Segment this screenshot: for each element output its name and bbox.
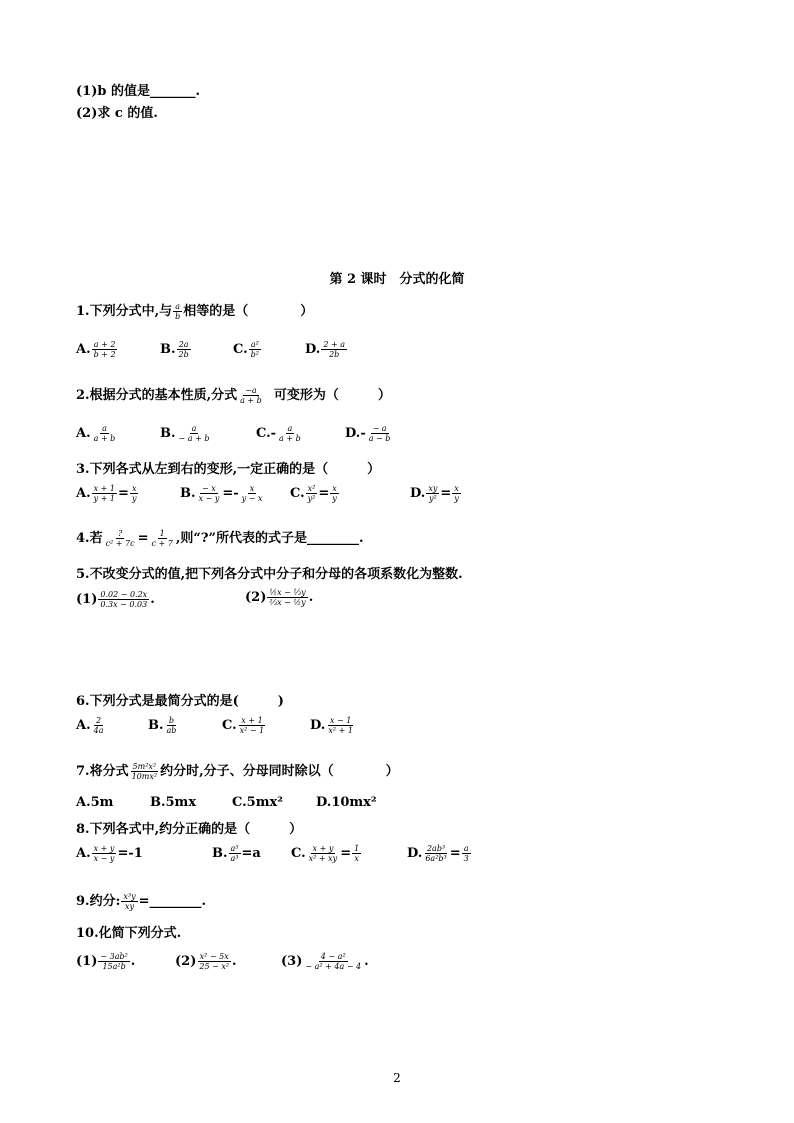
fraction	[352, 844, 361, 863]
denominator: 10mx²	[131, 772, 158, 781]
option-label: B.	[180, 486, 196, 502]
fraction	[177, 340, 191, 359]
option-label: A.	[76, 718, 91, 734]
stem-text: ,则“?”所代表的式子是________.	[175, 531, 364, 546]
fraction	[307, 844, 340, 863]
q3-option-d	[410, 484, 462, 503]
stem-text: 2.根据分式的基本性质,分式	[76, 388, 238, 403]
option-label: C.	[222, 718, 237, 734]
fraction	[321, 340, 347, 359]
q7-option-d: D.10mx²	[316, 795, 377, 810]
q10-part-3	[281, 952, 369, 971]
numerator: a²	[250, 340, 259, 349]
fraction	[98, 590, 149, 609]
part-label: (2)	[175, 954, 197, 970]
denominator: x − y	[93, 854, 115, 864]
q8-option-a	[76, 844, 143, 863]
numerator: − 3ab²	[100, 952, 128, 961]
part-label: (2)	[245, 590, 267, 606]
numerator: x − 1	[329, 716, 352, 725]
denominator: c + 7	[151, 539, 173, 548]
numerator: x³y	[123, 891, 136, 901]
option-label: C.-	[256, 426, 277, 442]
fraction	[238, 386, 264, 405]
denominator: y	[131, 494, 137, 504]
q2-option-b	[160, 424, 212, 443]
denominator: y	[332, 494, 337, 504]
option-label: A.	[76, 426, 91, 442]
q10-part-1	[76, 952, 135, 971]
question-4-stem	[76, 527, 364, 548]
fraction	[249, 340, 261, 359]
stem-text: 1.下列分式中,与	[76, 304, 173, 319]
q7-option-b: B.5mx	[150, 795, 197, 810]
denominator: 2b	[329, 350, 340, 360]
page-number: 2	[393, 1071, 401, 1085]
numerator: x²	[307, 484, 316, 493]
numerator: a + 2	[93, 340, 116, 349]
denominator: 4a	[93, 726, 104, 736]
fraction	[92, 340, 118, 359]
question-3-stem: 3.下列各式从左到右的变形,一定正确的是（ ）	[76, 462, 381, 477]
question-10-stem: 10.化简下列分式.	[76, 926, 182, 941]
numerator: x + y	[93, 844, 115, 853]
denominator: 3	[463, 854, 469, 864]
denominator: 25 − x²	[199, 962, 230, 972]
fraction	[177, 424, 212, 443]
fraction	[104, 529, 137, 548]
denominator: a + b	[279, 434, 301, 444]
option-label: C.	[290, 486, 305, 502]
equals-sign: =	[340, 846, 352, 862]
fraction	[426, 484, 439, 503]
part-label: (1)	[76, 954, 98, 970]
numerator: a	[175, 301, 181, 311]
fraction	[452, 484, 461, 503]
equals-sign: =-	[222, 486, 239, 502]
fraction	[130, 762, 159, 781]
q5-part-2	[245, 588, 313, 607]
numerator: x + 1	[241, 716, 263, 725]
numerator: a⁵	[230, 844, 239, 853]
numerator: x² − 5x	[199, 952, 229, 961]
option-label: C.	[291, 846, 306, 862]
fraction	[326, 716, 355, 735]
fraction	[238, 716, 267, 735]
section-title: 第 2 课时 分式的化简	[329, 272, 465, 287]
equals-sign: =	[118, 486, 129, 502]
denominator: c² + 7c	[105, 539, 135, 548]
prev-question-1: (1)b 的值是_______.	[76, 84, 200, 99]
denominator: y	[454, 494, 459, 504]
fraction	[165, 716, 179, 735]
q8-option-d	[407, 844, 472, 863]
period: .	[308, 590, 314, 606]
fraction	[423, 844, 448, 863]
stem-text: =________.	[138, 894, 207, 909]
stem-text: 相等的是（ ）	[183, 304, 314, 319]
numerator: a	[287, 424, 293, 433]
fraction	[197, 952, 231, 971]
numerator: b	[168, 716, 175, 725]
numerator: a	[463, 844, 469, 853]
q1-option-b	[160, 340, 192, 359]
fraction	[150, 529, 175, 548]
fraction	[92, 844, 117, 863]
option-label: C.	[233, 342, 248, 358]
option-label: B.	[160, 342, 176, 358]
denominator: b + 2	[93, 350, 116, 360]
numerator: 2 + a	[323, 340, 345, 349]
numerator: 2a	[178, 340, 189, 349]
equals-sign: =	[440, 486, 452, 502]
option-label: A.	[76, 486, 91, 502]
question-1-stem	[76, 300, 313, 321]
q1-option-d	[305, 340, 348, 359]
fraction	[98, 952, 129, 971]
denominator: y²	[307, 494, 316, 504]
stem-text: 7.将分式	[76, 764, 129, 779]
option-label: A.	[76, 342, 91, 358]
q3-option-c	[290, 484, 340, 503]
option-label: D.	[305, 342, 321, 358]
fraction	[197, 484, 222, 503]
denominator: y + 1	[93, 494, 116, 504]
denominator: − a² + 4a − 4	[305, 962, 362, 972]
q3-option-b	[180, 484, 265, 503]
fraction	[277, 424, 303, 443]
q6-option-b	[148, 716, 179, 735]
fraction	[330, 484, 339, 503]
option-label: D.	[310, 718, 326, 734]
fraction	[130, 484, 139, 503]
equals-sign: =	[318, 486, 330, 502]
q6-option-d	[310, 716, 356, 735]
fraction	[367, 424, 393, 443]
question-5-stem: 5.不改变分式的值,把下列各分式中分子和分母的各项系数化为整数.	[76, 567, 463, 582]
q6-option-a	[76, 716, 106, 735]
fraction	[267, 588, 307, 607]
numerator: 2ab³	[426, 844, 446, 853]
numerator: x + y	[312, 844, 334, 853]
numerator: ?	[117, 528, 123, 538]
option-label: B.	[160, 426, 176, 442]
q7-option-a: A.5m	[76, 795, 114, 810]
question-2-stem	[76, 384, 391, 405]
denominator: 15a²b	[102, 962, 126, 972]
equals-sign: =	[449, 846, 461, 862]
numerator: − x	[202, 484, 216, 493]
q1-option-c	[233, 340, 262, 359]
denominator: a + b	[240, 396, 262, 405]
numerator: 1	[159, 528, 165, 538]
denominator: x² + 1	[328, 726, 353, 736]
numerator: 0.02 − 0.2x	[100, 590, 148, 599]
denominator: b	[175, 312, 181, 321]
numerator: x + 1	[93, 484, 116, 493]
fraction	[462, 844, 471, 863]
fraction	[92, 424, 118, 443]
q7-option-c: C.5mx²	[232, 795, 283, 810]
denominator: 0.3x − 0.03	[100, 600, 148, 610]
stem-text: 4.若	[76, 531, 103, 546]
fraction	[229, 844, 241, 863]
question-8-stem: 8.下列各式中,约分正确的是（ ）	[76, 822, 303, 837]
q10-part-2	[175, 952, 237, 971]
fraction	[240, 484, 265, 503]
denominator: − a + b	[178, 434, 210, 444]
denominator: ⅔x − ½y	[269, 598, 306, 608]
numerator: x	[454, 484, 459, 493]
numerator: − a	[372, 424, 387, 433]
numerator: 4 − a²	[320, 952, 346, 961]
q5-part-1	[76, 590, 155, 609]
period: .	[130, 954, 136, 970]
numerator: a	[102, 424, 107, 433]
numerator: x	[131, 484, 137, 493]
denominator: a + b	[93, 434, 116, 444]
fraction	[303, 952, 363, 971]
denominator: x² − 1	[239, 726, 265, 736]
numerator: a	[191, 424, 197, 433]
option-label: B.	[148, 718, 164, 734]
q2-option-a	[76, 424, 118, 443]
option-label: D.-	[345, 426, 366, 442]
equals-sign: =	[137, 531, 149, 546]
q2-option-c	[256, 424, 304, 443]
numerator: ½x − ⅓y	[269, 588, 306, 597]
q2-option-d	[345, 424, 393, 443]
denominator: b²	[250, 350, 259, 360]
fraction	[92, 484, 117, 503]
period: .	[150, 592, 155, 608]
stem-text: 约分时,分子、分母同时除以（ ）	[160, 764, 399, 779]
part-label: (1)	[76, 592, 98, 608]
fraction	[92, 716, 106, 735]
denominator: 2b	[178, 350, 189, 360]
denominator: ab	[166, 726, 177, 736]
denominator: y − x	[241, 494, 263, 504]
result-text: =-1	[117, 846, 143, 862]
q8-option-c	[291, 844, 362, 863]
option-label: B.	[212, 846, 228, 862]
q6-option-c	[222, 716, 267, 735]
numerator: 2	[96, 716, 102, 725]
numerator: 5m²x²	[132, 761, 157, 771]
denominator: x	[354, 854, 359, 864]
denominator: a³	[230, 854, 239, 864]
denominator: a − b	[368, 434, 391, 444]
option-label: A.	[76, 846, 91, 862]
numerator: x	[332, 484, 337, 493]
numerator: x	[249, 484, 255, 493]
denominator: x² + xy	[308, 854, 338, 864]
q3-option-a	[76, 484, 139, 503]
prev-question-2: (2)求 c 的值.	[76, 106, 158, 121]
stem-text: 可变形为（ ）	[273, 388, 391, 403]
denominator: 6a²b³	[425, 854, 447, 864]
result-text: =a	[241, 846, 261, 862]
q8-option-b	[212, 844, 261, 863]
part-label: (3)	[281, 954, 303, 970]
period: .	[232, 954, 237, 970]
option-label: D.	[407, 846, 423, 862]
question-6-stem: 6.下列分式是最简分式的是( )	[76, 694, 284, 709]
fraction	[121, 892, 137, 911]
fraction	[306, 484, 318, 503]
fraction	[173, 302, 182, 321]
numerator: −a	[245, 385, 257, 395]
denominator: x − y	[198, 494, 220, 504]
period: .	[364, 954, 369, 970]
q1-option-a	[76, 340, 119, 359]
question-7-stem	[76, 760, 399, 781]
denominator: y²	[428, 494, 437, 504]
stem-text: 9.约分:	[76, 894, 121, 909]
denominator: xy	[124, 902, 135, 911]
question-9-stem	[76, 890, 206, 911]
option-label: D.	[410, 486, 426, 502]
numerator: xy	[428, 484, 438, 493]
numerator: 1	[354, 844, 360, 853]
